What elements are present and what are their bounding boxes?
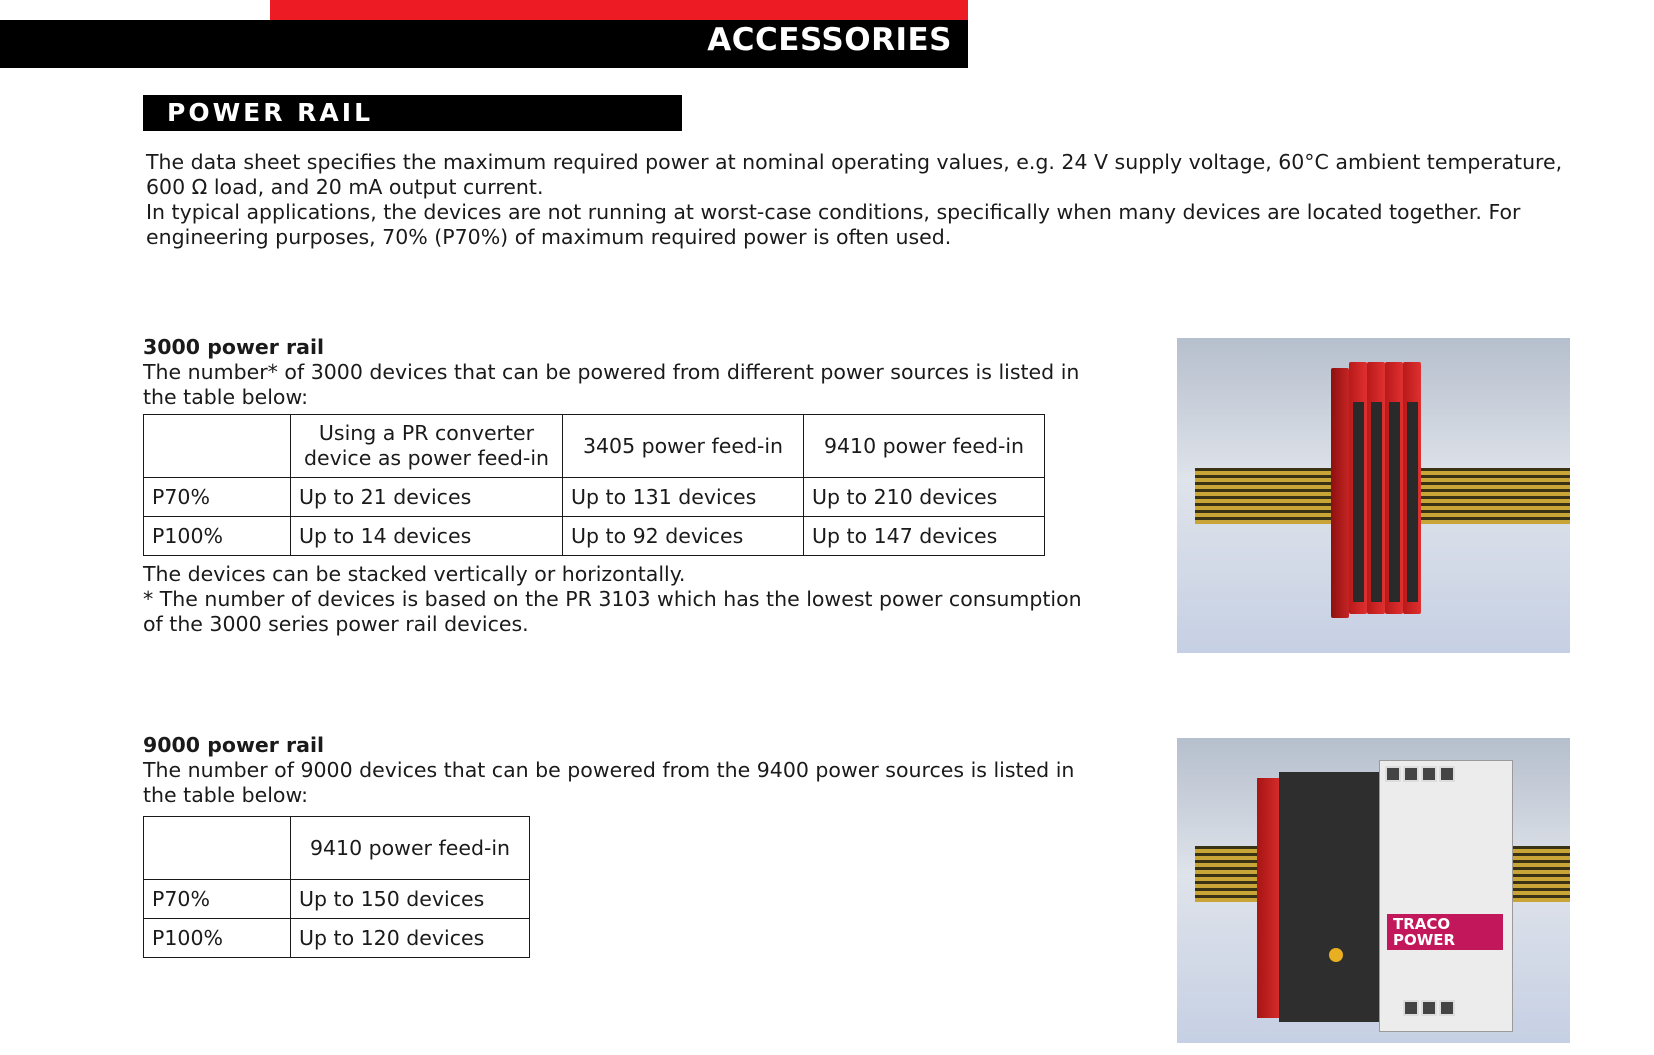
- table-cell: P70%: [144, 880, 291, 919]
- rail-9000-section: [143, 733, 1103, 964]
- section-title-bar: [143, 95, 682, 131]
- table-header-cell: Using a PR converter device as power feed-in: [291, 415, 563, 478]
- potentiometer-icon: [1329, 948, 1343, 962]
- module-face: [1389, 402, 1400, 602]
- table-header-row: [144, 415, 1045, 478]
- table-cell: Up to 21 devices: [291, 478, 563, 517]
- table-row: [144, 478, 1045, 517]
- rail-3000-table: [143, 414, 1045, 556]
- header-bar: [0, 20, 968, 68]
- terminal-icon: [1421, 1000, 1437, 1016]
- table-cell: P70%: [144, 478, 291, 517]
- terminal-icon: [1403, 766, 1419, 782]
- terminal-icon: [1439, 766, 1455, 782]
- terminal-icon: [1421, 766, 1437, 782]
- intro-paragraph: The data sheet specifies the maximum required power at nominal operating values, e.g. 24 V supply voltage, 60°C ambient temperature, 600 Ω load, and 20 mA output current.: [146, 150, 1563, 199]
- module-image: [1331, 368, 1349, 618]
- rail-3000-description: The number* of 3000 devices that can be powered from different power sources is listed in the table below:: [143, 360, 1080, 409]
- table-cell: Up to 120 devices: [291, 919, 530, 958]
- table-header-cell: 3405 power feed-in: [563, 415, 804, 478]
- product-photo-9000-rail: [1177, 738, 1570, 1043]
- rail-9000-table: [143, 816, 530, 958]
- rail-3000-heading: 3000 power rail: [143, 335, 325, 359]
- table-cell: Up to 147 devices: [804, 517, 1045, 556]
- table-header-cell: 9410 power feed-in: [804, 415, 1045, 478]
- rail-3000-note: The devices can be stacked vertically or horizontally.: [143, 562, 686, 586]
- table-cell: Up to 210 devices: [804, 478, 1045, 517]
- table-header-cell: [144, 817, 291, 880]
- intro-paragraph: In typical applications, the devices are not running at worst-case conditions, specifically when many devices are located together. For engineering purposes, 70% (P70%) of maximum required power is often used.: [146, 200, 1521, 249]
- rail-9000-heading: 9000 power rail: [143, 733, 325, 757]
- table-cell: P100%: [144, 919, 291, 958]
- module-face: [1407, 402, 1418, 602]
- table-row: [144, 517, 1045, 556]
- rail-3000-footnote: * The number of devices is based on the PR 3103 which has the lowest power consumption of the 3000 series power rail devices.: [143, 587, 1082, 636]
- table-row: [144, 919, 530, 958]
- table-cell: P100%: [144, 517, 291, 556]
- table-cell: Up to 14 devices: [291, 517, 563, 556]
- table-header-row: [144, 817, 530, 880]
- terminal-icon: [1403, 1000, 1419, 1016]
- table-header-cell: [144, 415, 291, 478]
- brand-logo: TRACO POWER: [1387, 914, 1503, 950]
- module-side-image: [1257, 778, 1279, 1018]
- table-cell: Up to 92 devices: [563, 517, 804, 556]
- intro-text: [146, 150, 1566, 250]
- product-photo-3000-rail: [1177, 338, 1570, 653]
- rail-9000-description: The number of 9000 devices that can be powered from the 9400 power sources is listed in the table below:: [143, 758, 1075, 807]
- rail-3000-section: [143, 335, 1103, 637]
- terminal-icon: [1439, 1000, 1455, 1016]
- module-face: [1371, 402, 1382, 602]
- table-header-cell: 9410 power feed-in: [291, 817, 530, 880]
- header-accent-bar: [270, 0, 968, 20]
- module-face: [1353, 402, 1364, 602]
- table-cell: Up to 150 devices: [291, 880, 530, 919]
- section-title: POWER RAIL: [167, 98, 374, 127]
- module-front-image: [1279, 772, 1379, 1022]
- table-cell: Up to 131 devices: [563, 478, 804, 517]
- page-title: ACCESSORIES: [707, 22, 952, 58]
- table-row: [144, 880, 530, 919]
- power-supply-image: [1379, 760, 1513, 1032]
- terminal-icon: [1385, 766, 1401, 782]
